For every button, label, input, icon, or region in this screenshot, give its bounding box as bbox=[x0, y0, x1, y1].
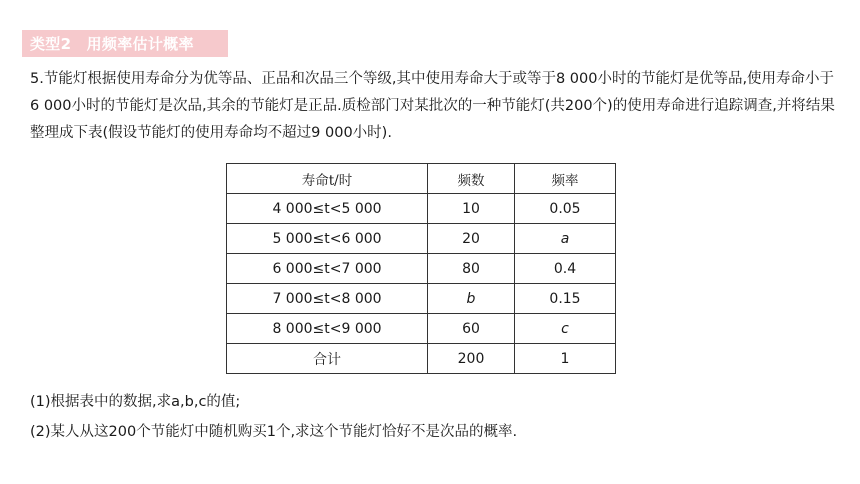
cell-range: 8 000≤t<9 000 bbox=[227, 314, 428, 344]
subquestion-2: (2)某人从这200个节能灯中随机购买1个,求这个节能灯恰好不是次品的概率. bbox=[30, 424, 518, 440]
cell-total-rate: 1 bbox=[515, 344, 616, 374]
table-row bbox=[227, 224, 616, 254]
lifespan-frequency-table bbox=[226, 163, 616, 374]
cell-freq: 10 bbox=[428, 194, 515, 224]
cell-rate: c bbox=[515, 314, 616, 344]
header-frequency-count: 频数 bbox=[428, 164, 515, 194]
cell-rate: 0.15 bbox=[515, 284, 616, 314]
question-text: 5.节能灯根据使用寿命分为优等品、正品和次品三个等级,其中使用寿命大于或等于8 000小时的节能灯是优等品,使用寿命小于6 000小时的节能灯是次品,其余的节能灯是正品.质检部门对某批次的一种节能灯(共200个)的使用寿命进行追踪调查,并将结果整理成下表(假设节能灯的使用寿命均不超过9 000小时). bbox=[30, 71, 835, 141]
cell-total-freq: 200 bbox=[428, 344, 515, 374]
table-row bbox=[227, 314, 616, 344]
section-type-badge: 类型2 用频率估计概率 bbox=[22, 30, 228, 57]
cell-range: 5 000≤t<6 000 bbox=[227, 224, 428, 254]
cell-freq: 60 bbox=[428, 314, 515, 344]
table-header-row bbox=[227, 164, 616, 194]
table-row bbox=[227, 284, 616, 314]
subquestion-1: (1)根据表中的数据,求a,b,c的值; bbox=[30, 394, 241, 410]
table-row bbox=[227, 194, 616, 224]
cell-rate: 0.05 bbox=[515, 194, 616, 224]
cell-total-label: 合计 bbox=[227, 344, 428, 374]
cell-range: 7 000≤t<8 000 bbox=[227, 284, 428, 314]
cell-freq: b bbox=[428, 284, 515, 314]
cell-rate: 0.4 bbox=[515, 254, 616, 284]
header-frequency-rate: 频率 bbox=[515, 164, 616, 194]
cell-rate: a bbox=[515, 224, 616, 254]
cell-freq: 20 bbox=[428, 224, 515, 254]
cell-range: 6 000≤t<7 000 bbox=[227, 254, 428, 284]
table-total-row bbox=[227, 344, 616, 374]
cell-freq: 80 bbox=[428, 254, 515, 284]
header-lifespan: 寿命t/时 bbox=[227, 164, 428, 194]
cell-range: 4 000≤t<5 000 bbox=[227, 194, 428, 224]
table-row bbox=[227, 254, 616, 284]
